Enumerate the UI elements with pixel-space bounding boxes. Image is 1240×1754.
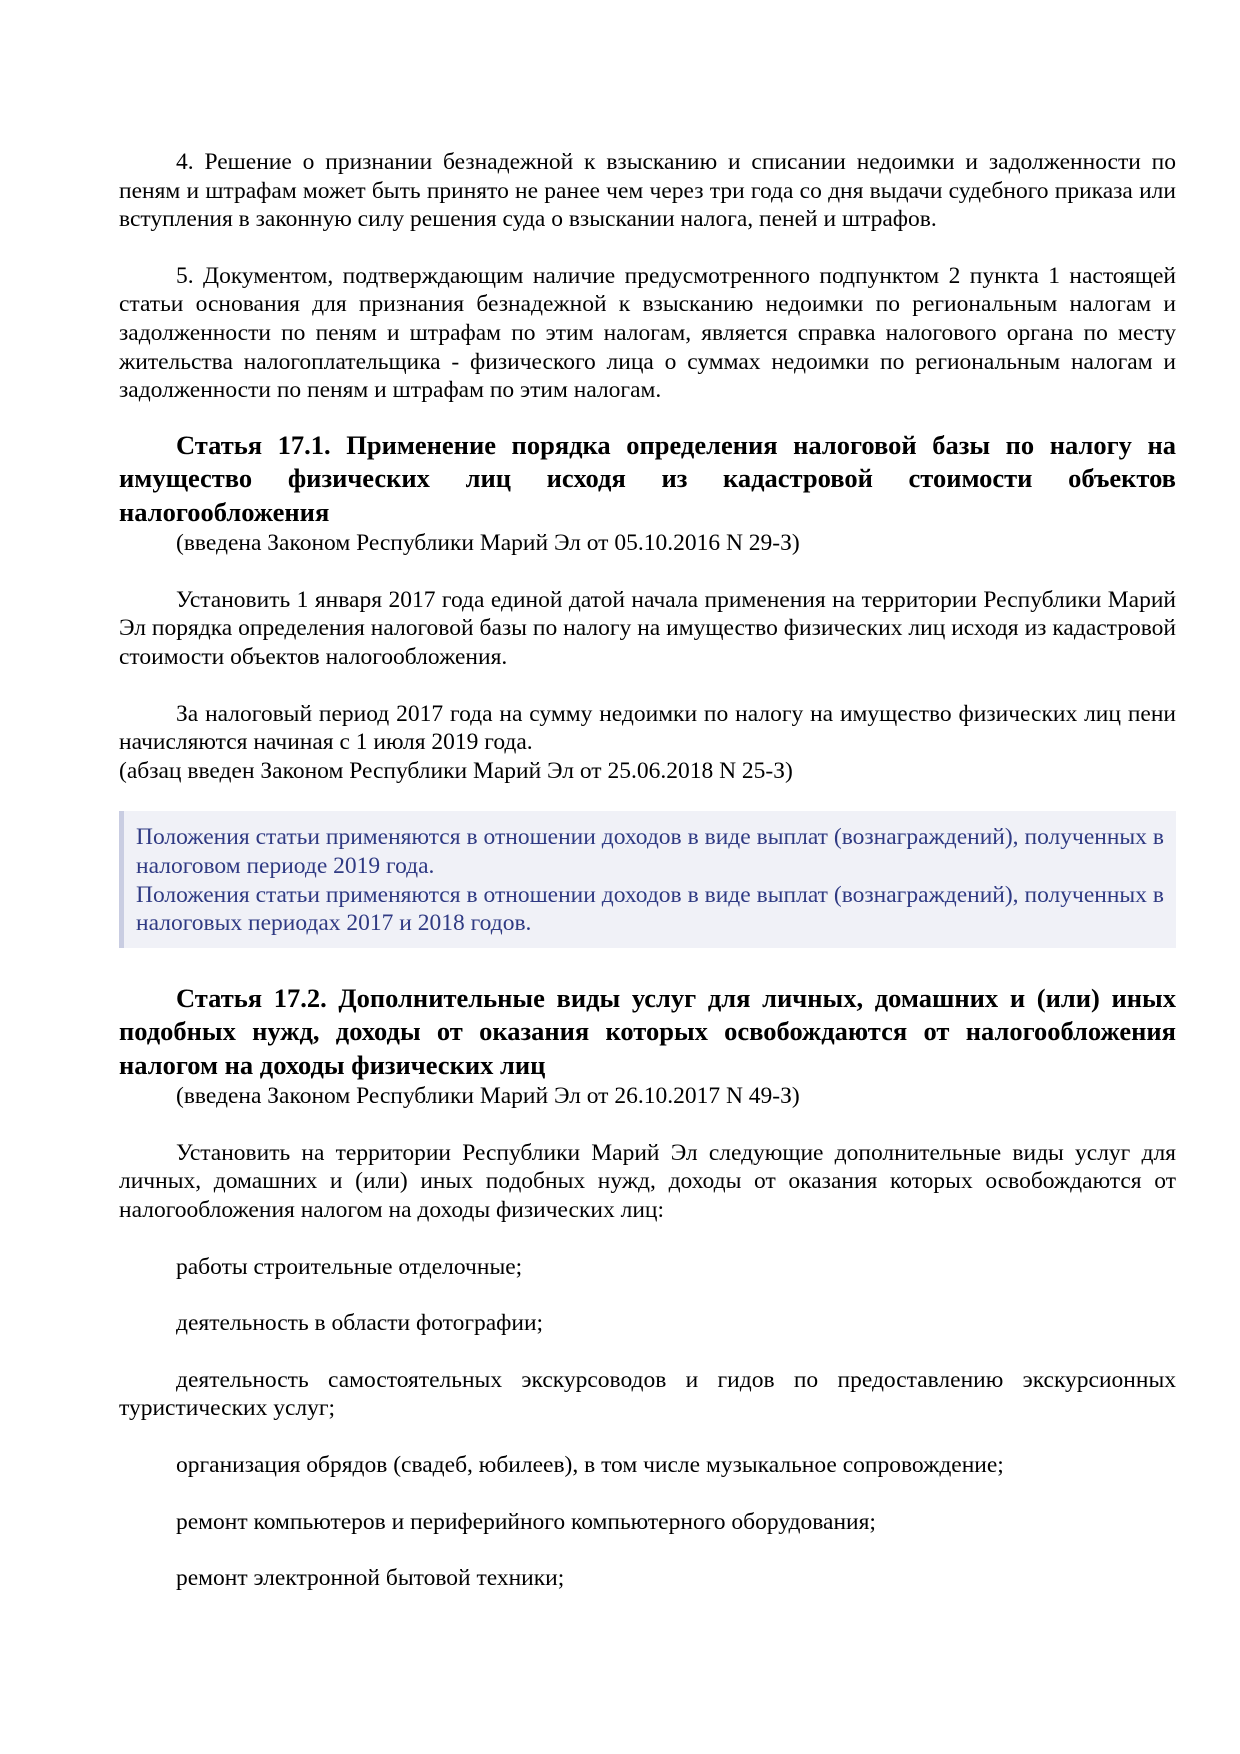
article-17-2-paragraph-1: Установить на территории Республики Марий Эл следующие дополнительные виды услуг для личных, домашних и (или) иных подобных нужд, доходы от оказания которых освобождаются от налогообложения налогом на доходы физических лиц: — [119, 1139, 1176, 1224]
notice-line-2: Положения статьи применяются в отношении доходов в виде выплат (вознаграждений), полученных в налоговых периодах 2017 и 2018 годов. — [136, 881, 1164, 937]
notice-line-1: Положения статьи применяются в отношении доходов в виде выплат (вознаграждений), полученных в налоговом периоде 2019 года. — [136, 824, 1164, 879]
list-item: деятельность в области фотографии; — [176, 1310, 544, 1337]
list-item: деятельность самостоятельных экскурсоводов и гидов по предоставлению экскурсионных туристических услуг; — [119, 1366, 1176, 1422]
article-17-1-paragraph-1: Установить 1 января 2017 года единой датой начала применения на территории Республики Марий Эл порядка определения налоговой базы по налогу на имущество физических лиц исходя из кадастровой стоимости объектов налогообложения. — [119, 586, 1176, 671]
article-17-1-intro-note: (введена Законом Республики Марий Эл от 05.10.2016 N 29-З) — [176, 530, 800, 557]
article-17-1-title: Статья 17.1. Применение порядка определения налоговой базы по налогу на имущество физических лиц исходя из кадастровой стоимости объектов налогообложения — [119, 429, 1176, 527]
document-page — [119, 148, 1176, 1593]
notice-box — [119, 811, 1176, 947]
list-item: организация обрядов (свадеб, юбилеев), в том числе музыкальное сопровождение; — [176, 1452, 1004, 1479]
list-item: ремонт электронной бытовой техники; — [176, 1565, 565, 1592]
article-17-2-title: Статья 17.2. Дополнительные виды услуг для личных, домашних и (или) иных подобных нужд, доходы от оказания которых освобождаются от налогообложения налогом на доходы физических лиц — [119, 982, 1176, 1080]
paragraph-4: 4. Решение о признании безнадежной к взысканию и списании недоимки и задолженности по пеням и штрафам может быть принято не ранее чем через три года со дня выдачи судебного приказа или вступления в законную силу решения суда о взыскании налога, пеней и штрафов. — [119, 149, 1176, 233]
article-17-2-intro-note: (введена Законом Республики Марий Эл от 26.10.2017 N 49-З) — [176, 1083, 800, 1110]
article-17-1-paragraph-2: За налоговый период 2017 года на сумму недоимки по налогу на имущество физических лиц пени начисляются начиная с 1 июля 2019 года. — [119, 700, 1176, 756]
article-17-1-paragraph-2-note: (абзац введен Законом Республики Марий Эл от 25.06.2018 N 25-З) — [119, 757, 793, 784]
list-item: работы строительные отделочные; — [176, 1253, 523, 1280]
list-item: ремонт компьютеров и периферийного компьютерного оборудования; — [176, 1508, 876, 1535]
paragraph-5: 5. Документом, подтверждающим наличие предусмотренного подпунктом 2 пункта 1 настоящей статьи основания для признания безнадежной к взысканию недоимки по региональным налогам и задолженности по пеням и штрафам по этим налогам, является справка налогового органа по месту жительства налогоплательщика - физического лица о суммах недоимки по региональным налогам и задолженности по пеням и штрафам по этим налогам. — [119, 262, 1176, 404]
